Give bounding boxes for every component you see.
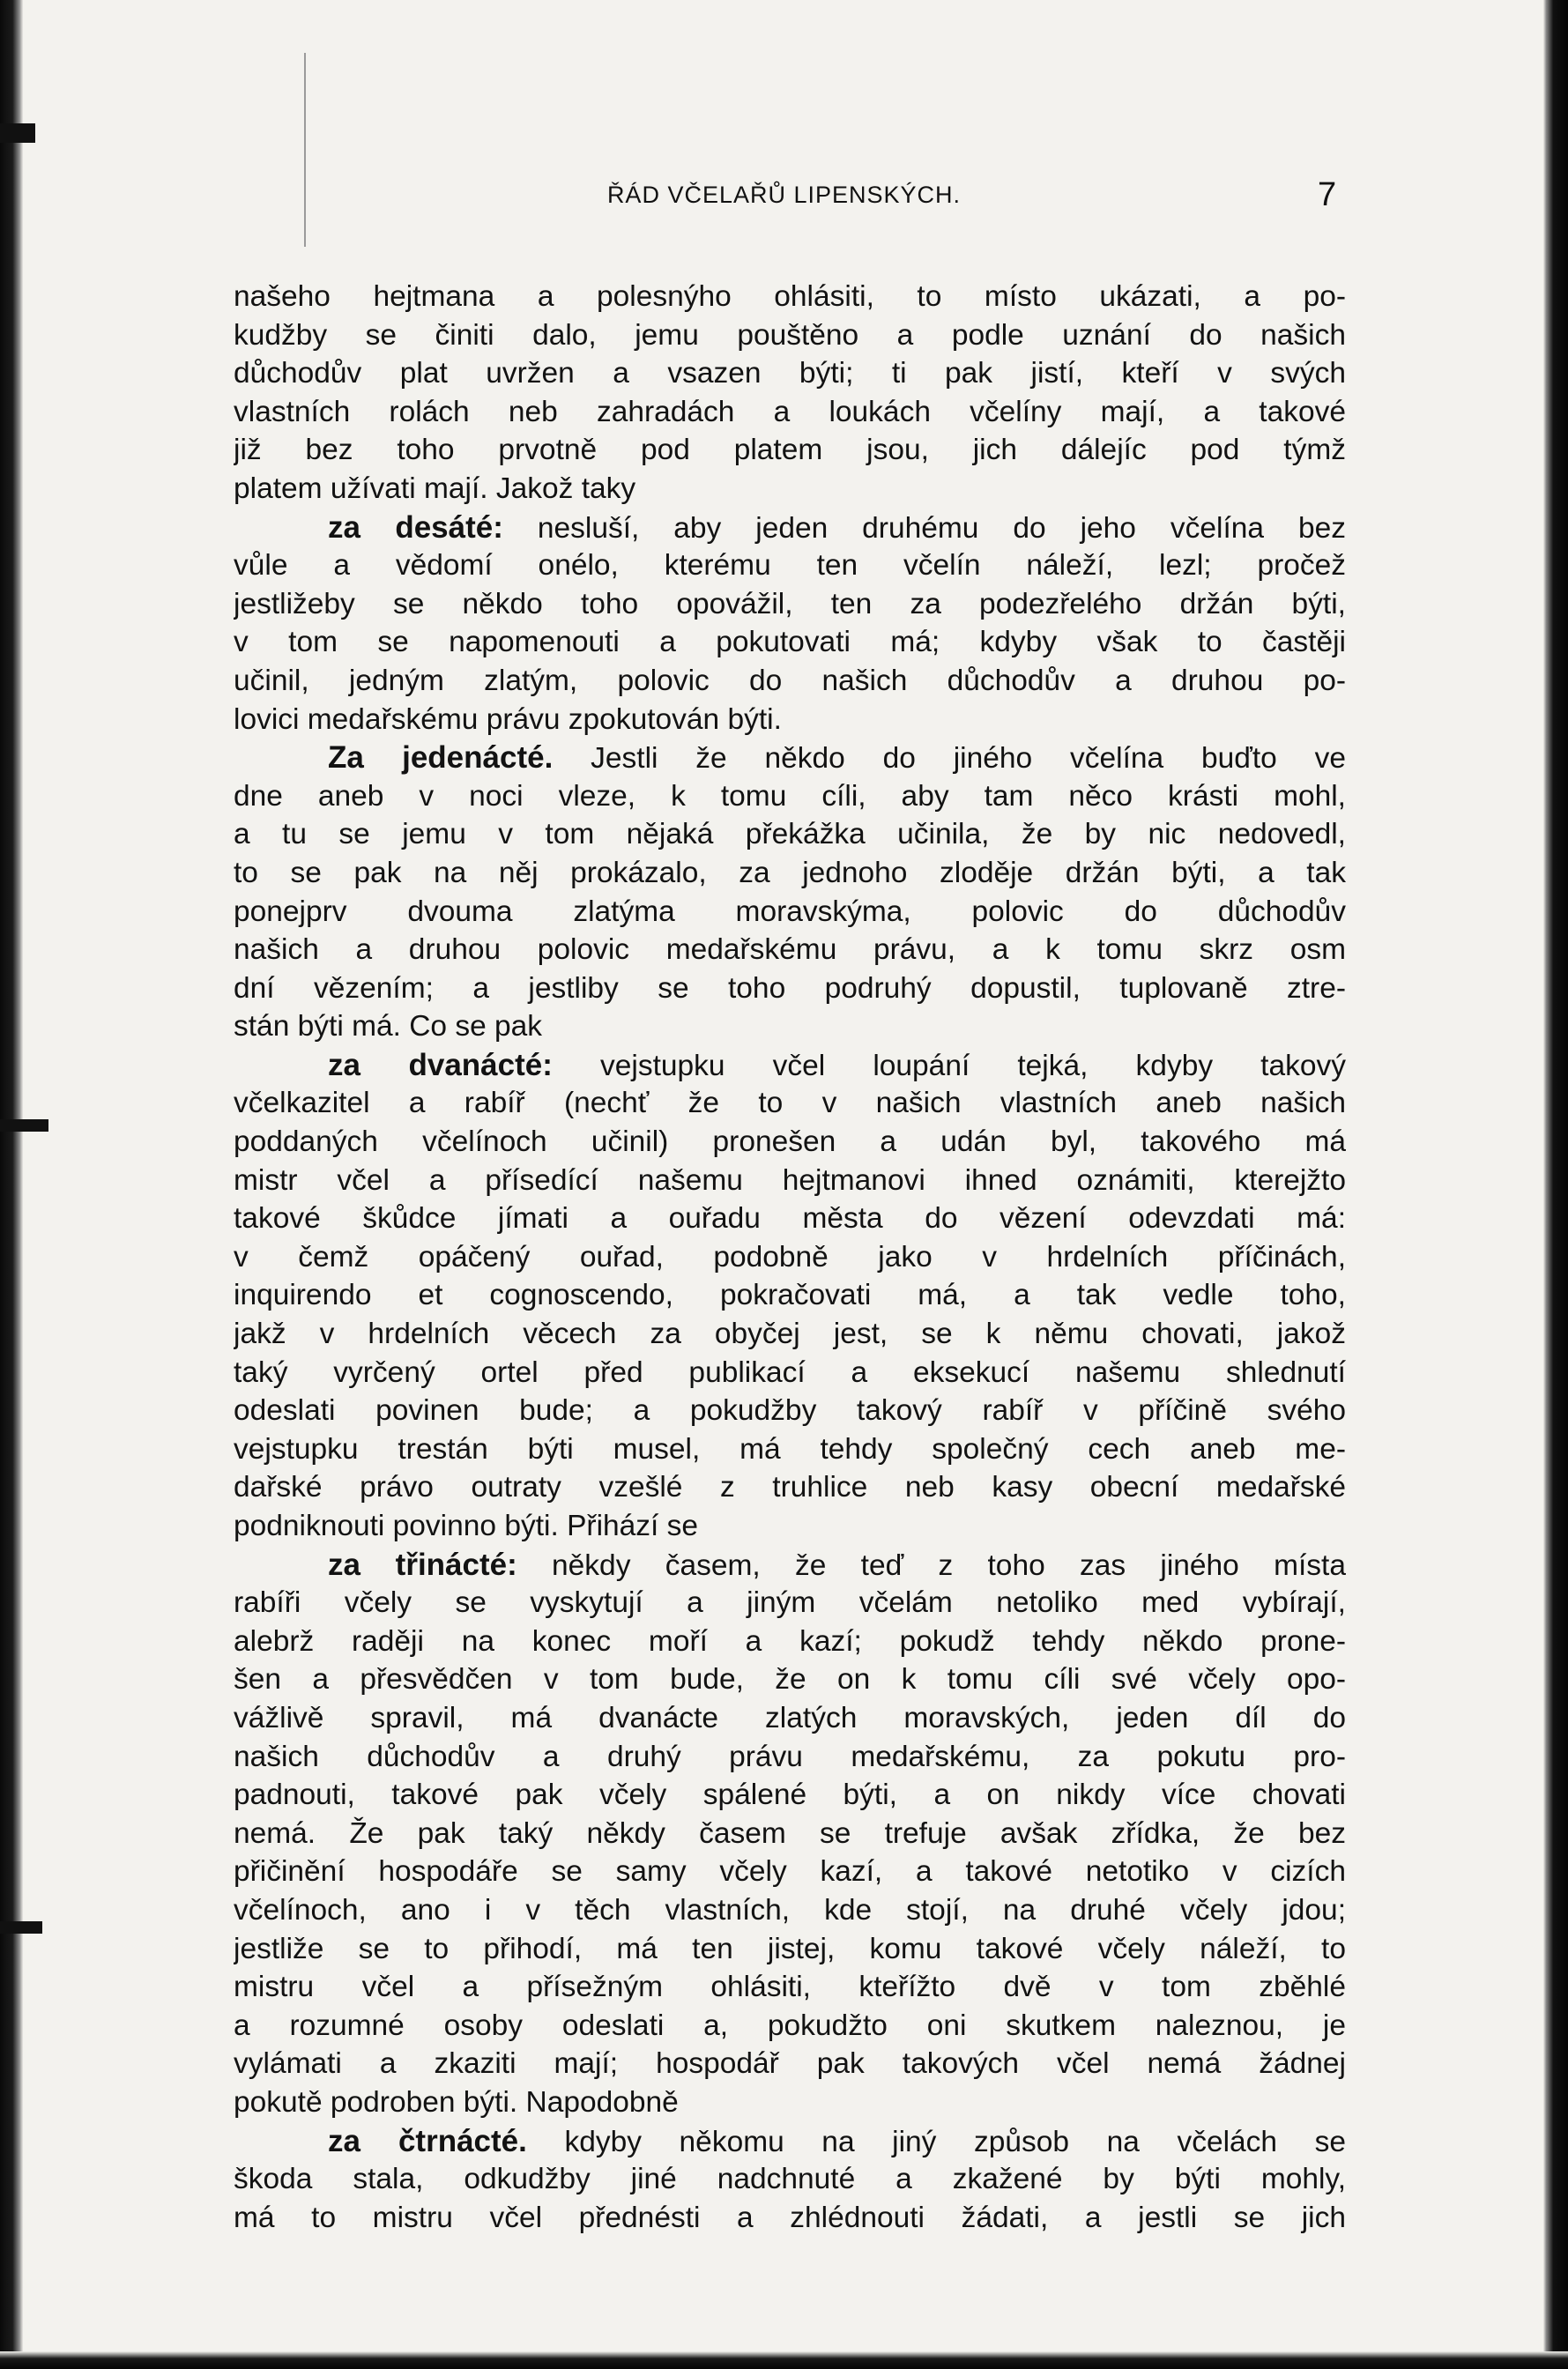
text-line	[234, 1238, 1346, 1277]
line-text: lovici medařskému právu zpokutován býti.	[234, 702, 782, 736]
line-text: kdyby někomu na jiný způsob na včelách se	[526, 2125, 1346, 2158]
text-line	[234, 431, 1346, 470]
scan-artifact	[0, 1119, 48, 1132]
line-text: jakž v hrdelních věcech za obyčej jest, se k němu chovati, jakož	[234, 1318, 1346, 1351]
line-text: našich a druhou polovic medařskému právu, a k tomu skrz osm	[234, 933, 1346, 967]
text-line	[234, 623, 1346, 662]
line-text: mistru včel a přísežným ohlásiti, kteřížto dvě v tom zběhlé	[234, 1971, 1346, 2004]
line-text: padnouti, takové pak včely spálené býti, a on nikdy více chovati	[234, 1779, 1346, 1812]
text-line	[234, 1660, 1346, 1699]
text-line	[234, 969, 1346, 1008]
line-text: našich důchodův a druhý právu medařskému, za pokutu pro-	[234, 1740, 1346, 1773]
line-text: nemá. Že pak taký někdy časem se trefuje avšak zřídka, že bez	[234, 1816, 1346, 1850]
line-text: včelkazitel a rabíř (nechť že to v našich vlastních aneb našich	[234, 1087, 1346, 1120]
text-line	[234, 278, 1346, 316]
text-line	[234, 701, 1346, 739]
line-text: jestliže se to přihodí, má ten jistej, komu takové včely náleží, to	[234, 1932, 1346, 1965]
text-line	[234, 1354, 1346, 1392]
text-line	[234, 1776, 1346, 1815]
text-line	[234, 1315, 1346, 1354]
line-text: škoda stala, odkudžby jiné nadchnuté a zkažené by býti mohly,	[234, 2163, 1346, 2196]
line-text: našeho hejtmana a polesnýho ohlásiti, to místo ukázati, a po-	[234, 280, 1346, 313]
text-line	[234, 585, 1346, 624]
text-line	[234, 1123, 1346, 1162]
text-line	[234, 2199, 1346, 2238]
text-line	[234, 1699, 1346, 1738]
line-text: mistr včel a přísedící našemu hejtmanovi ihned oznámiti, kterejžto	[234, 1163, 1346, 1197]
running-head: ŘÁD VČELAŘŮ LIPENSKÝCH.	[606, 182, 962, 208]
text-line	[234, 1853, 1346, 1891]
page-edge-bottom	[0, 2351, 1568, 2369]
line-text: podniknouti povinno býti. Přihází se	[234, 1510, 699, 1542]
section-heading-line	[234, 1546, 1346, 1585]
scan-artifact	[0, 123, 35, 143]
line-text: nesluší, aby jeden druhému do jeho včelína bez	[502, 511, 1346, 545]
text-line	[234, 1815, 1346, 1853]
scan-artifact	[0, 1921, 42, 1934]
text-line	[234, 354, 1346, 393]
line-text: Jestli že někdo do jiného včelína buďto ve	[553, 742, 1346, 776]
section-heading-line	[234, 739, 1346, 777]
line-text: jestližeby se někdo toho opovážil, ten za podezřelého držán býti,	[234, 587, 1346, 620]
line-text: učinil, jedným zlatým, polovic do našich důchodův a druhou po-	[234, 664, 1346, 697]
section-heading: Za jedenácté.	[328, 740, 554, 776]
line-text: vylámati a zkaziti mají; hospodář pak takových včel nemá žádnej	[234, 2047, 1346, 2081]
text-line	[234, 2045, 1346, 2083]
text-line	[234, 2160, 1346, 2199]
line-text: alebrž raději na konec moří a kazí; pokudž tehdy někdo prone-	[234, 1624, 1346, 1658]
line-text: přičinění hospodáře se samy včely kazí, a takové netotiko v cizích	[234, 1855, 1346, 1889]
line-text: v tom se napomenouti a pokutovati má; kdyby však to častěji	[234, 626, 1346, 659]
line-text: takové škůdce jímati a ouřadu města do vězení odevzdati má:	[234, 1202, 1346, 1236]
text-line	[234, 1084, 1346, 1123]
section-heading-line	[234, 509, 1346, 547]
text-line	[234, 931, 1346, 969]
text-line	[234, 546, 1346, 585]
scan-artifact	[304, 53, 306, 247]
text-line	[234, 1007, 1346, 1046]
section-heading-line	[234, 2122, 1346, 2161]
line-text: někdy časem, že teď z toho zas jiného místa	[516, 1548, 1346, 1582]
text-line	[234, 854, 1346, 893]
line-text: platem užívati mají. Jakož taky	[234, 472, 636, 505]
section-heading: za desáté:	[328, 509, 503, 545]
line-text: včelínoch, ano i v těch vlastních, kde stojí, na druhé včely jdou;	[234, 1893, 1346, 1927]
text-line	[234, 470, 1346, 509]
section-heading: za čtrnácté.	[328, 2123, 527, 2158]
text-line	[234, 1507, 1346, 1546]
line-text: odeslati povinen bude; a pokudžby takový rabíř v příčině svého	[234, 1394, 1346, 1428]
line-text: pokutě podroben býti. Napodobně	[234, 2085, 679, 2119]
text-line	[234, 893, 1346, 932]
line-text: inquirendo et cognoscendo, pokračovati má, a tak vedle toho,	[234, 1279, 1346, 1312]
text-line	[234, 1468, 1346, 1507]
line-text: ponejprv dvouma zlatýma moravskýma, polovic do důchodův	[234, 895, 1346, 928]
text-line	[234, 1968, 1346, 2007]
text-line	[234, 1623, 1346, 1661]
text-line	[234, 777, 1346, 816]
text-line	[234, 2007, 1346, 2046]
line-text: dní vězením; a jestliby se toho podruhý dopustil, tuplovaně ztre-	[234, 971, 1346, 1005]
text-line	[234, 1162, 1346, 1200]
text-line	[234, 815, 1346, 854]
page-number: 7	[1318, 176, 1337, 213]
section-heading-line	[234, 1046, 1346, 1085]
line-text: vejstupku včel loupání tejká, kdyby takový	[552, 1049, 1346, 1082]
line-text: vážlivě spravil, má dvanácte zlatých moravských, jeden díl do	[234, 1701, 1346, 1734]
text-line	[234, 393, 1346, 432]
line-text: dne aneb v noci vleze, k tomu cíli, aby tam něco krásti mohl,	[234, 779, 1346, 813]
line-text: to se pak na něj prokázalo, za jednoho zloděje držán býti, a tak	[234, 856, 1346, 889]
text-line	[234, 316, 1346, 355]
text-line	[234, 1738, 1346, 1777]
text-line	[234, 662, 1346, 701]
text-line	[234, 1891, 1346, 1930]
text-line	[234, 1930, 1346, 1969]
text-line	[234, 1392, 1346, 1430]
section-heading: za třinácté:	[328, 1547, 517, 1582]
line-text: šen a přesvědčen v tom bude, že on k tomu cíli své včely opo-	[234, 1663, 1346, 1697]
text-line	[234, 1276, 1346, 1315]
text-line	[234, 2083, 1346, 2122]
line-text: vůle a vědomí onélo, kterému ten včelín náleží, lezl; pročež	[234, 549, 1346, 583]
line-text: dařské právo outraty vzešlé z truhlice neb kasy obecní medařské	[234, 1471, 1346, 1504]
line-text: má to mistru včel přednésti a zhlédnouti žádati, a jestli se jich	[234, 2201, 1346, 2234]
line-text: poddaných včelínoch učinil) pronešen a udán byl, takového má	[234, 1125, 1346, 1159]
line-text: kudžby se činiti dalo, jemu pouštěno a podle uznání do našich	[234, 318, 1346, 352]
line-text: vejstupku trestán býti musel, má tehdy společný cech aneb me-	[234, 1432, 1346, 1466]
line-text: důchodův plat uvržen a vsazen býti; ti pak jistí, kteří v svých	[234, 357, 1346, 390]
line-text: rabíři včely se vyskytují a jiným včelám netoliko med vybírají,	[234, 1586, 1346, 1620]
binding-edge-left	[0, 0, 23, 2369]
line-text: taký vyrčený ortel před publikací a eksekucí našemu shlednutí	[234, 1355, 1346, 1389]
section-heading: za dvanácté:	[328, 1047, 553, 1082]
line-text: již bez toho prvotně pod platem jsou, jich dálejíc pod týmž	[234, 434, 1346, 467]
line-text: a tu se jemu v tom nějaká překážka učinila, že by nic nedovedl,	[234, 818, 1346, 851]
body-text	[234, 278, 1346, 2237]
line-text: a rozumné osoby odeslati a, pokudžto oni skutkem naleznou, je	[234, 2009, 1346, 2042]
text-line	[234, 1584, 1346, 1623]
page-edge-right	[1543, 0, 1568, 2369]
line-text: v čemž opáčený ouřad, podobně jako v hrdelních příčinách,	[234, 1240, 1346, 1274]
text-line	[234, 1199, 1346, 1238]
line-text: stán býti má. Co se pak	[234, 1010, 543, 1043]
text-line	[234, 1430, 1346, 1469]
line-text: vlastních rolách neb zahradách a loukách včelíny mají, a takové	[234, 395, 1346, 428]
